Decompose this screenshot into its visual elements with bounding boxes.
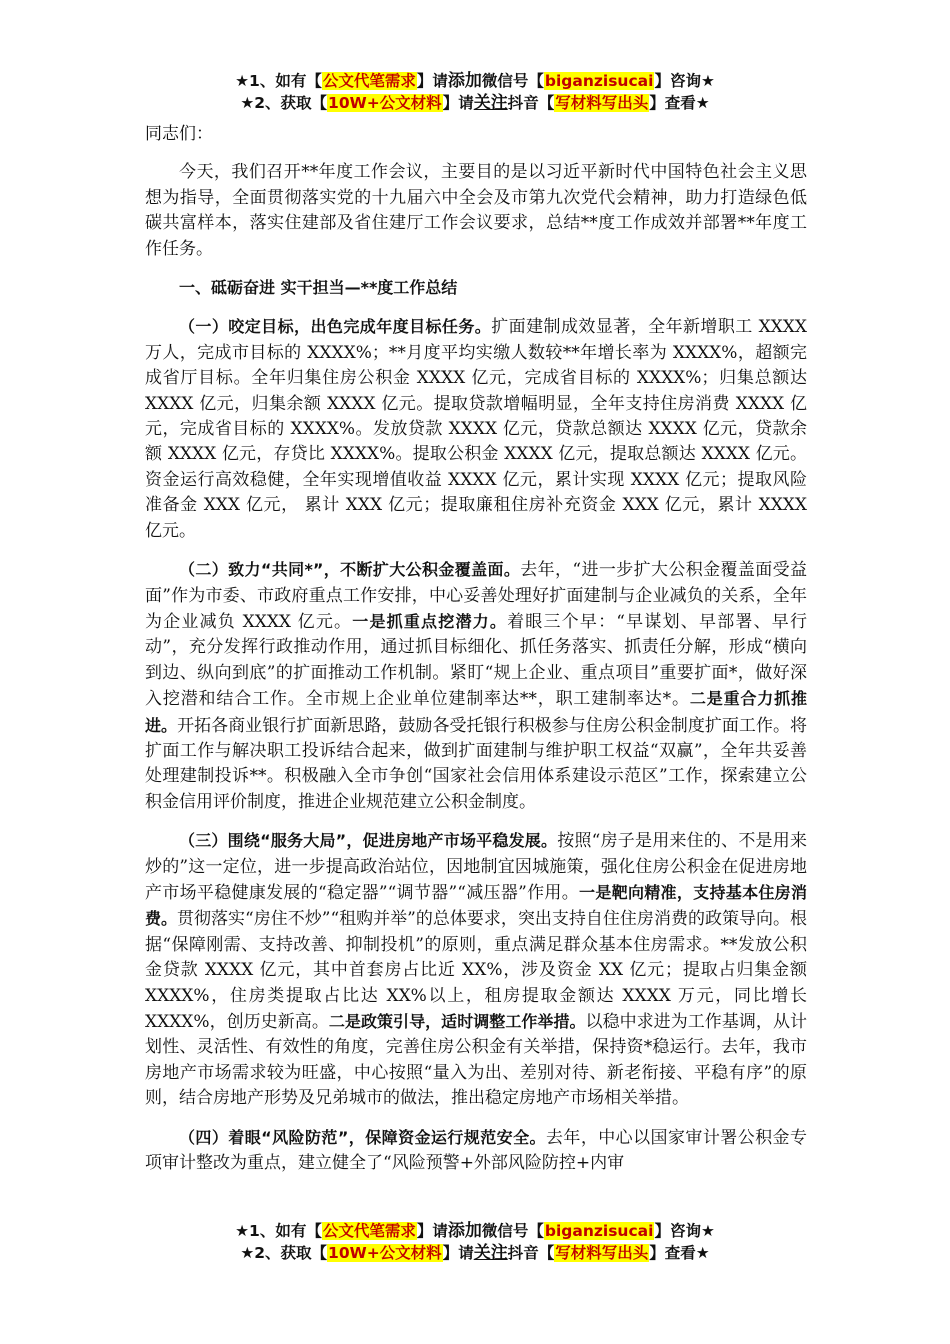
paragraph-2-heading: （二）致力“共同*”，不断扩大公积金覆盖面。 xyxy=(179,560,521,580)
bottom-banner-line-2: ★2、获取【10W+公文材料】请关注抖音【写材料写出头】查看★ xyxy=(240,1243,710,1263)
salutation: 同志们： xyxy=(145,124,213,144)
highlight-ghostwriting: 公文代笔需求 xyxy=(322,72,416,90)
highlight-materials: 10W+公文材料 xyxy=(328,94,442,112)
highlight-douyin-id: 写材料写出头 xyxy=(555,94,649,112)
paragraph-1-heading: （一）咬定目标，出色完成年度目标任务。 xyxy=(179,317,492,337)
paragraph-3-heading: （三）围绕“服务大局”，促进房地产市场平稳发展。 xyxy=(179,831,558,851)
paragraph-2: （二）致力“共同*”，不断扩大公积金覆盖面。去年，“进一步扩大公积金覆盖面受益面”作为市委、市政府重点工作安排，中心妥善处理好扩面建制与企业减负的关系，全年为企业减负 XXXX 亿元。一是抓重点挖潜力。着眼三个早：“早谋划、早部署、早行动”，充分发挥行政推动作用，通过抓目标细化、抓任务落实、抓责任分解，形成“横向到边、纵向到底”的扩面推动工作机制。紧盯“规上企业、重点项目”重要扩面*，做好深入挖潜和结合工作。全市规上企业单位建制率达**，职工建制率达*。二是重合力抓推进。开拓各商业银行扩面新思路，鼓励各受托银行积极参与住房公积金制度扩面工作。将扩面工作与解决职工投诉结合起来，做到扩面建制与维护职工权益“双赢”，全年共妥善处理建制投诉**。积极融入全市争创“国家社会信用体系建设示范区”工作，探索建立公积金信用评价制度，推进企业规范建立公积金制度。 xyxy=(145,560,807,812)
top-banner xyxy=(0,70,950,114)
intro-paragraph: 今天，我们召开**年度工作会议，主要目的是以习近平新时代中国特色社会主义思想为指导，全面贯彻落实党的十九届六中全会及市第九次党代会精神，助力打造绿色低碳共富样本，落实住建部及省住建厅工作会议要求，总结**度工作成效并部署**年度工作任务。 xyxy=(145,162,807,259)
bottom-banner-line-1: ★1、如有【公文代笔需求】请添加微信号【biganzisucai】咨询★ xyxy=(235,1221,715,1241)
paragraph-4: （四）着眼“风险防范”，保障资金运行规范安全。去年，中心以国家审计署公积金专项审计整改为重点，建立健全了“风险预警+外部风险防控+内审 xyxy=(145,1127,807,1174)
highlight-wechat-id: biganzisucai xyxy=(544,72,654,90)
banner-line-2: ★2、获取【10W+公文材料】请关注抖音【写材料写出头】查看★ xyxy=(240,93,710,113)
paragraph-1: （一）咬定目标，出色完成年度目标任务。扩面建制成效显著，全年新增职工 XXXX 万人，完成市目标的 XXXX%；**月度平均实缴人数较**年增长率为 XXXX%，超额完成省厅目标。全年归集住房公积金 XXXX 亿元，完成省目标的 XXXX%；归集总额达 XXXX 亿元，归集余额 XXXX 亿元。提取贷款增幅明显，全年支持住房消费 XXXX 亿元，完成省目标的 XXXX%。发放贷款 XXXX 亿元，贷款总额达 XXXX 亿元，贷款余额 XXXX 亿元，存贷比 XXXX%。提取公积金 XXXX 亿元，提取总额达 XXXX 亿元。资金运行高效稳健，全年实现增值收益 XXXX 亿元，累计实现 XXXX 亿元；提取风险准备金 XXX 亿元， 累计 XXX 亿元；提取廉租住房补充资金 XXX 亿元，累计 XXXX 亿元。 xyxy=(145,317,807,541)
section-title: 一、砥砺奋进 实干担当—**度工作总结 xyxy=(179,278,458,298)
bottom-banner xyxy=(0,1218,950,1264)
banner-line-1: ★1、如有【公文代笔需求】请添加微信号【biganzisucai】咨询★ xyxy=(235,71,715,91)
paragraph-3: （三）围绕“服务大局”，促进房地产市场平稳发展。按照“房子是用来住的、不是用来炒的”这一定位，进一步提高政治站位，因地制宜因城施策，强化住房公积金在促进房地产市场平稳健康发展的“稳定器”“调节器”“减压器”作用。一是靶向精准，支持基本住房消费。贯彻落实“房住不炒”“租购并举”的总体要求，突出支持自住住房消费的政策导向。根据“保障刚需、支持改善、抑制投机”的原则，重点满足群众基本住房需求。**发放公积金贷款 XXXX 亿元，其中首套房占比近 XX%，涉及资金 XX 亿元；提取占归集金额 XXXX%，住房类提取占比达 XX%以上，租房提取金额达 XXXX 万元，同比增长 XXXX%，创历史新高。二是政策引导，适时调整工作举措。以稳中求进为工作基调，从计划性、灵活性、有效性的角度，完善住房公积金有关举措，保持资*稳运行。去年，我市房地产市场需求较为旺盛，中心按照“量入为出、差别对待、新老衔接、平稳有序”的原则，结合房地产形势及兄弟城市的做法，推出稳定房地产市场相关举措。 xyxy=(145,831,807,1109)
paragraph-4-heading: （四）着眼“风险防范”，保障资金运行规范安全。 xyxy=(179,1127,546,1147)
document-body xyxy=(145,122,807,1176)
